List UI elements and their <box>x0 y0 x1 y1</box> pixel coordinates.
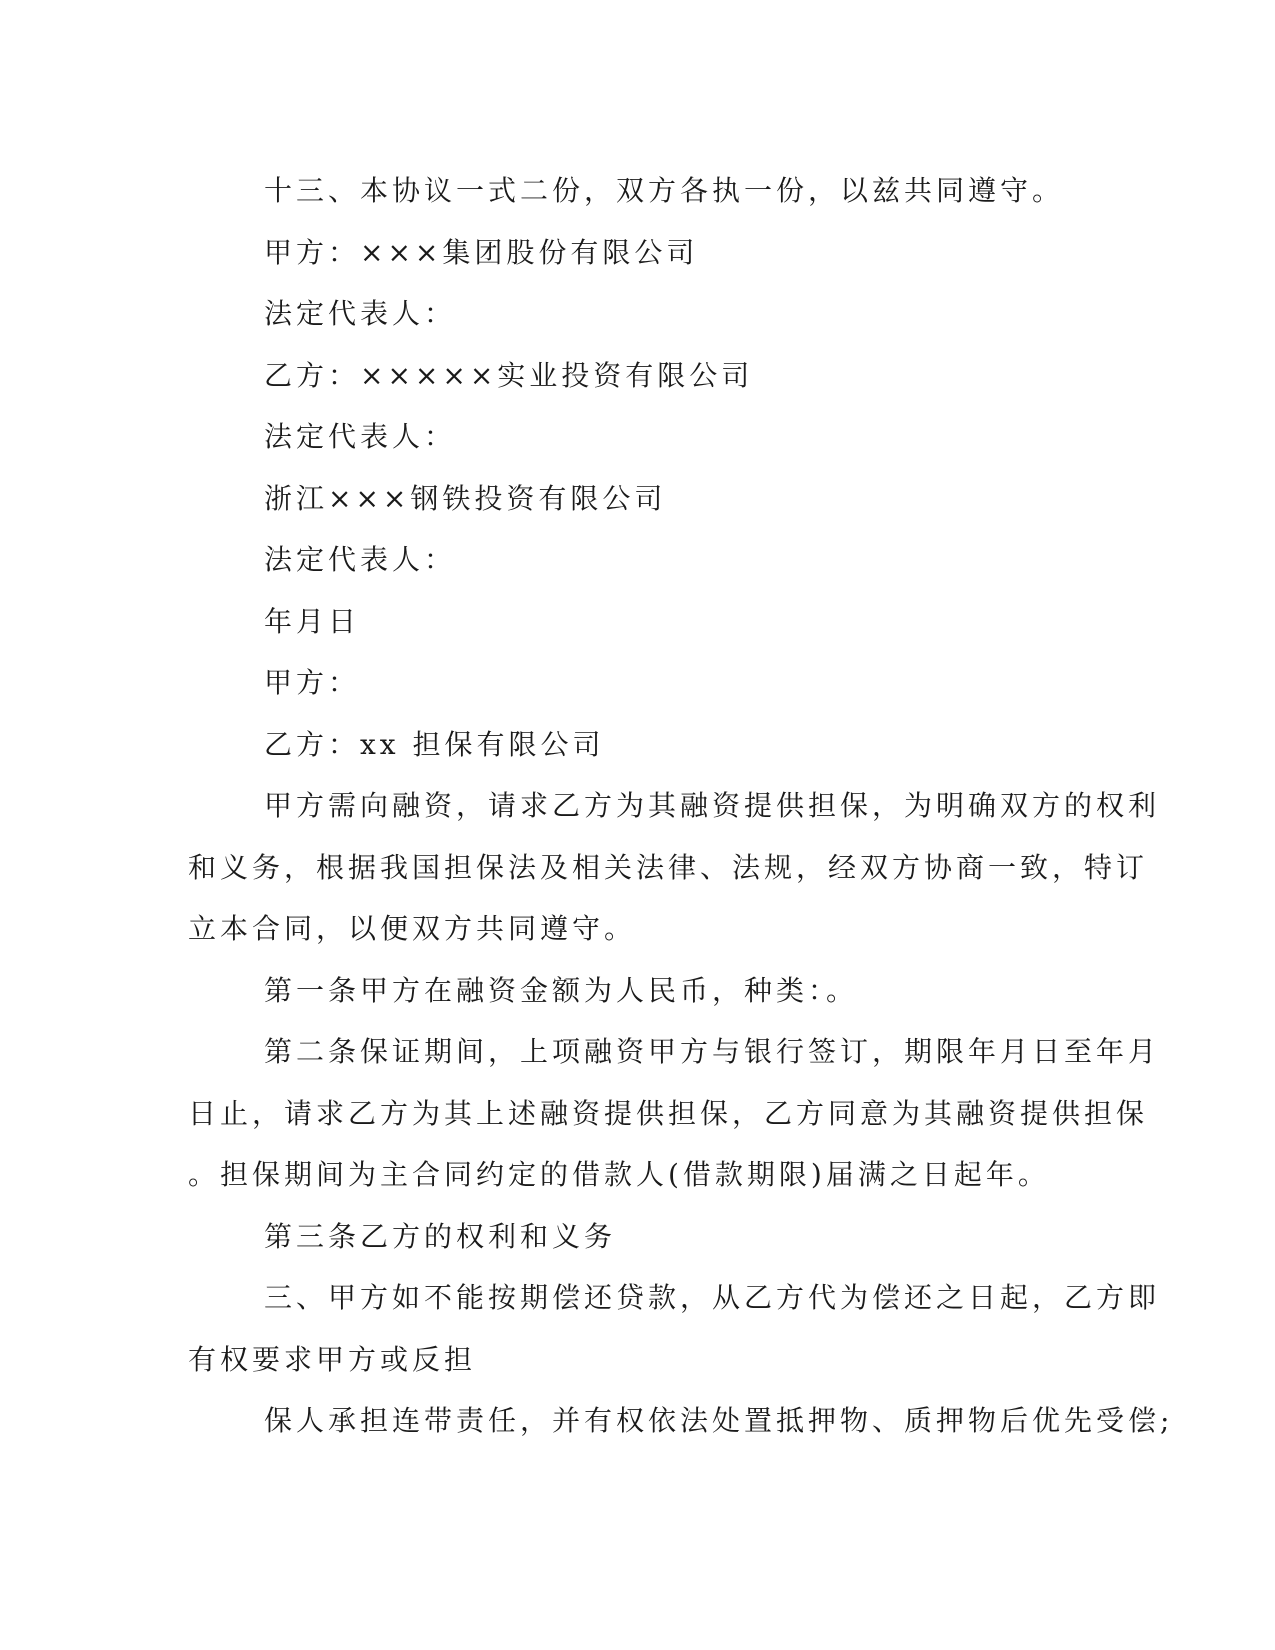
article-2-line-3: 。担保期间为主合同约定的借款人(借款期限)届满之日起年。 <box>188 1158 1050 1191</box>
contract2-party-b: 乙方：xx 担保有限公司 <box>264 727 605 761</box>
party-c-legal-rep: 法定代表人： <box>264 543 457 576</box>
article-2-line-1: 第二条保证期间，上项融资甲方与银行签订，期限年月日至年月 <box>264 1035 1161 1068</box>
contract2-party-a: 甲方： <box>264 666 361 699</box>
document-body <box>188 160 1174 1452</box>
party-a-legal-rep: 法定代表人： <box>264 297 457 330</box>
article-3-item-3-line-1: 三、甲方如不能按期偿还贷款，从乙方代为偿还之日起，乙方即 <box>264 1281 1161 1314</box>
article-2-line-2: 日止，请求乙方为其上述融资提供担保，乙方同意为其融资提供担保 <box>188 1096 1149 1130</box>
clause-13-copies: 十三、本协议一式二份，双方各执一份，以兹共同遵守。 <box>264 174 1065 207</box>
party-b-legal-rep: 法定代表人： <box>264 420 457 453</box>
party-b-name: 乙方：×××××实业投资有限公司 <box>264 358 754 392</box>
preamble-line-1: 甲方需向融资，请求乙方为其融资提供担保，为明确双方的权利 <box>264 789 1161 822</box>
article-3-heading: 第三条乙方的权利和义务 <box>264 1219 617 1253</box>
article-3-item-3-line-2: 有权要求甲方或反担 <box>188 1342 477 1376</box>
party-a-name: 甲方：×××集团股份有限公司 <box>264 235 699 269</box>
party-c-name: 浙江×××钢铁投资有限公司 <box>264 481 667 515</box>
preamble-line-2: 和义务，根据我国担保法及相关法律、法规，经双方协商一致，特订 <box>188 850 1149 884</box>
signing-date: 年月日 <box>264 604 361 638</box>
preamble-line-3: 立本合同，以便双方共同遵守。 <box>188 912 637 945</box>
article-1: 第一条甲方在融资金额为人民币，种类：。 <box>264 973 859 1007</box>
article-3-item-3-line-3: 保人承担连带责任，并有权依法处置抵押物、质押物后优先受偿; <box>264 1404 1174 1437</box>
